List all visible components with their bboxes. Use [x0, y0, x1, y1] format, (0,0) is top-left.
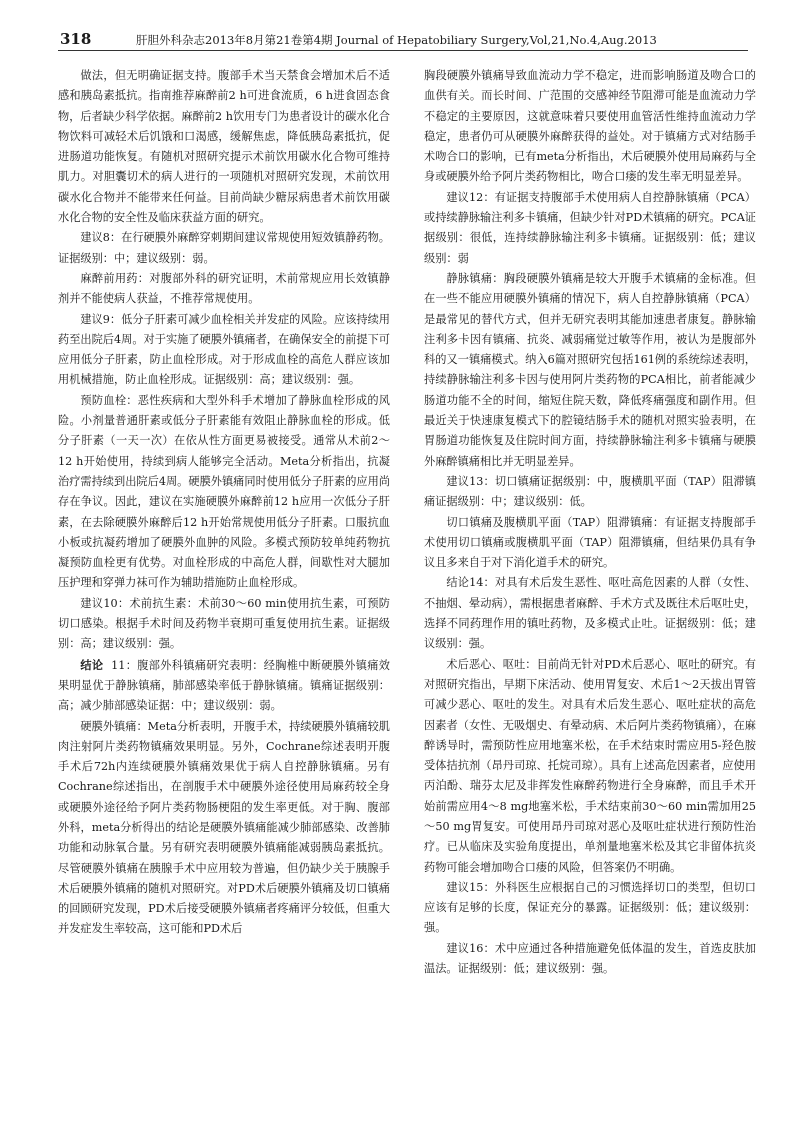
paragraph-text: 建议10：术前抗生素：术前30～60 min使用抗生素，可预防切口感染。根据手术时间及药物半衰期可重复使用抗生素。证据级别：高；建议级别：强。: [58, 596, 390, 651]
paragraph: [58, 594, 390, 655]
paragraph: [424, 573, 756, 654]
paragraph-text: 术后恶心、呕吐：目前尚无针对PD术后恶心、呕吐的研究。有对照研究指出，早期下床活动、使用胃复安、术后1～2天拔出胃管可减少恶心、呕吐的发生。对具有术后发生恶心、呕吐症状的高危因素者（女性、无吸烟史、有晕动病、术后阿片类药物镇痛），在麻醉诱导时，需预防性应用地塞米松，在手术结束时需应用5-羟色胺受体拮抗剂（昂丹司琼、托烷司琼）。具有上述高危因素者，应使用丙泊酚、瑞芬太尼及非挥发性麻醉药物进行全身麻醉，而且手术开始前需应用4～8 mg地塞米松，手术结束前30～60 min需加用25～50 mg胃复安。可使用昂丹司琼对恶心及呕吐症状进行预防性治疗。已从临床及实验角度提出，单剂量地塞米松及其它非留体抗炎药物可能会增加吻合口瘘的风险，但答案仍不明确。: [424, 657, 756, 874]
left-column: [58, 66, 390, 940]
paragraph: [424, 513, 756, 574]
paragraph: [58, 66, 390, 228]
paragraph: [424, 269, 756, 472]
paragraph: [424, 939, 756, 980]
paragraph: [424, 66, 756, 188]
paragraph-text: 切口镇痛及腹横肌平面（TAP）阻滞镇痛：有证据支持腹部手术使用切口镇痛或腹横肌平面（TAP）阻滞镇痛，但结果仍具有争议且多来自于对下消化道手术的研究。: [424, 515, 756, 570]
page-number: 318: [60, 30, 92, 48]
paragraph: [58, 310, 390, 391]
paragraph-text: 建议13：切口镇痛证据级别：中，腹横肌平面（TAP）阻滞镇痛证据级别：中；建议级别：低。: [424, 474, 756, 509]
paragraph-text: 建议9：低分子肝素可减少血栓相关并发症的风险。应该持续用药至出院后4周。对于实施了硬膜外镇痛者，在确保安全的前提下可应用低分子肝素，防止血栓形成。对于形成血栓的高危人群应该加用机械措施，防止血栓形成。证据级别：高；建议级别：强。: [58, 312, 390, 387]
right-column: [424, 66, 756, 979]
paragraph: [424, 472, 756, 513]
paragraph: [58, 655, 390, 717]
paragraph-text: 硬膜外镇痛：Meta分析表明，开腹手术，持续硬膜外镇痛较肌肉注射阿片类药物镇痛效果明显。另外，Cochrane综述表明开腹手术后72h内连续硬膜外镇痛效果优于病人自控静脉镇痛。另有Cochrane综述指出，在剖腹手术中硬膜外途径使用局麻药较全身或硬膜外途径给予阿片类药物肠梗阻的发生率更低。对于胸、腹部外科，meta分析得出的结论是硬膜外镇痛能减少肺部感染、改善肺功能和动脉氧合量。另有研究表明硬膜外镇痛能减弱胰岛素抵抗。尽管硬膜外镇痛在胰腺手术中应用较为普遍，但仍缺少关于胰腺手术后硬膜外镇痛的随机对照研究。对PD术后硬膜外镇痛及切口镇痛的回顾研究发现，PD术后接受硬膜外镇痛者疼痛评分较低，但重大并发症发生率较高，这可能和PD术后: [58, 719, 390, 936]
paragraph: [424, 188, 756, 269]
paragraph-text: 麻醉前用药：对腹部外科的研究证明，术前常规应用长效镇静剂并不能使病人获益，不推荐常规使用。: [58, 271, 390, 306]
paragraph-lead: 结论: [80, 657, 104, 672]
paragraph: [58, 717, 390, 940]
paragraph: [424, 655, 756, 878]
paragraph-text: 静脉镇痛：胸段硬膜外镇痛是较大开腹手术镇痛的金标准。但在一些不能应用硬膜外镇痛的情况下，病人自控静脉镇痛（PCA）是最常见的替代方式，但并无研究表明其能加速患者康复。静脉输注利多卡因有镇痛、抗炎、减弱痛觉过敏等作用，被认为是腹部外科的又一镇痛模式。纳入6篇对照研究包括161例的系统综述表明，持续静脉输注利多卡因与使用阿片类药物的PCA相比，前者能减少肠道功能不全的时间，缩短住院天数，降低疼痛强度和副作用。但最近关于快速康复模式下的腔镜结肠手术的随机对照实验表明，在胃肠道功能恢复及住院时间方面，持续静脉输注利多卡镇痛与硬膜外麻醉镇痛相比并无明显差异。: [424, 271, 756, 468]
paragraph-text: 预防血栓：恶性疾病和大型外科手术增加了静脉血栓形成的风险。小剂量普通肝素或低分子肝素能有效阻止静脉血栓的形成。低分子肝素（一天一次）在依从性方面更易被接受。通常从术前2～12 h开始使用，持续到病人能够完全活动。Meta分析指出，抗凝治疗需持续到出院后4周。硬膜外镇痛同时使用低分子肝素的应用尚存在争议。因此，建议在实施硬膜外麻醉前12 h应用一次低分子肝素，在去除硬膜外麻醉后12 h开始常规使用低分子肝素。口服抗血小板或抗凝药增加了硬膜外血肿的风险。多模式预防较单纯药物抗凝预防血栓更有优势。对血栓形成的中高危人群，间歇性对大腿加压护理和穿弹力袜可作为辅助措施防止血栓形成。: [58, 393, 390, 590]
paragraph-text: 11：腹部外科镇痛研究表明：经胸椎中断硬膜外镇痛效果明显优于静脉镇痛，肺部感染率低于静脉镇痛。镇痛证据级别：高；减少肺部感染证据：中；建议级别：弱。: [58, 658, 390, 713]
paragraph-text: 结论14：对具有术后发生恶性、呕吐高危因素的人群（女性、不抽烟、晕动病），需根据患者麻醉、手术方式及既往术后呕吐史，选择不同药理作用的镇吐药物，及多模式止吐。证据级别：低；建议级别：强。: [424, 576, 756, 651]
paragraph-text: 胸段硬膜外镇痛导致血流动力学不稳定，进而影响肠道及吻合口的血供有关。而长时间、广范围的交感神经节阻滞可能是血流动力学不稳定的主要原因，这就意味着只要使用血管活性维持血流动力学稳定，患者仍可从硬膜外麻醉获得的益处。对于镇痛方式对结肠手术吻合口的影响，已有meta分析指出，术后硬膜外使用局麻药与全身或硬膜外给予阿片类药物相比，吻合口瘘的发生率无明显差异。: [424, 69, 756, 184]
running-header: [58, 28, 748, 51]
paragraph-text: 建议12：有证据支持腹部手术使用病人自控静脉镇痛（PCA）或持续静脉输注利多卡镇痛，但缺少针对PD术镇痛的研究。PCA证据级别：很低，连持续静脉输注利多卡镇痛。证据级别：低；建议级别：弱: [424, 190, 756, 265]
paragraph: [58, 228, 390, 269]
paragraph: [58, 269, 390, 310]
journal-title: 肝胆外科杂志2013年8月第21卷第4期 Journal of Hepatobiliary Surgery,Vol,21,No.4,Aug.2013: [136, 33, 657, 47]
paragraph-text: 建议8：在行硬膜外麻醉穿刺期间建议常规使用短效镇静药物。证据级别：中；建议级别：弱。: [58, 231, 390, 265]
paragraph-text: 建议16：术中应通过各种措施避免低体温的发生，首选皮肤加温法。证据级别：低；建议级别：强。: [424, 941, 756, 976]
paragraph: [424, 878, 756, 939]
paragraph-text: 建议15：外科医生应根据自己的习惯选择切口的类型，但切口应该有足够的长度，保证充分的暴露。证据级别：低；建议级别：强。: [424, 880, 756, 935]
paragraph: [58, 391, 390, 594]
paragraph-text: 做法，但无明确证据支持。腹部手术当天禁食会增加术后不适感和胰岛素抵抗。指南推荐麻醉前2 h可进食流质，6 h进食固态食物，后者缺少科学依据。麻醉前2 h饮用专门为患者设计的碳水化合物饮料可减轻术后饥饿和口渴感，缓解焦虑，降低胰岛素抵抗，促进肠道功能恢复。有随机对照研究提示术前饮用碳水化合物可维持肌力。对胆囊切术的病人进行的一项随机对照研究发现，术前饮用碳水化合物并不能带来任何益。目前尚缺少糖尿病患者术前饮用碳水化合物的安全性及临床获益方面的研究。: [58, 69, 390, 225]
